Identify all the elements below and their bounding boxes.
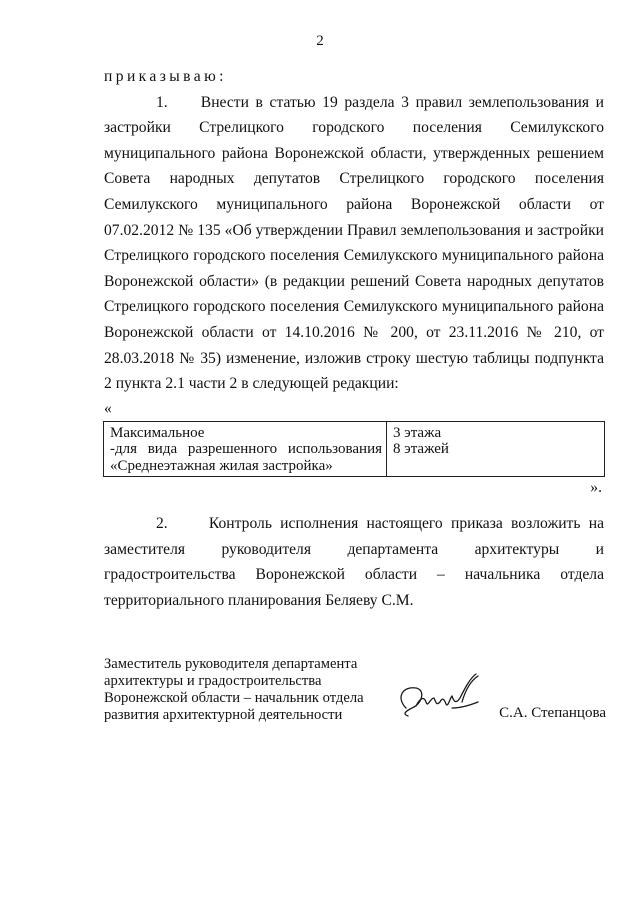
table-row [104, 421, 605, 477]
paragraph-1-number: 1. [156, 93, 168, 111]
quote-open: « [104, 399, 112, 417]
paragraph-2 [104, 511, 604, 613]
quote-close: ». [590, 479, 602, 497]
handwritten-signature [392, 668, 484, 726]
signatory-title-line: Заместитель руководителя департамента [104, 656, 358, 672]
table-cell-line: 8 этажей [393, 441, 449, 458]
signatory-title-line: Воронежской области – начальник отдела [104, 690, 364, 706]
document-body [104, 64, 604, 614]
paragraph-1-text: Внести в статью 19 раздела 3 правил землепользования и застройки Стрелицкого городского поселения Семилукского муниципального района Воронежской области, утвержденных решением Совета народных депутатов Стрелицкого городского поселения Семилукского муниципального района Воронежской области от 07.02.2012 № 135 «Об утверждении Правил землепользования и застройки Стрелицкого городского поселения Семилукского муниципального района Воронежской области» (в редакции решений Совета народных депутатов Стрелицкого городского поселения Семилукского муниципального района Воронежской области от 14.10.2016 № 200, от 23.11.2016 № 210, от 28.03.2018 № 35) изменение, изложив строку шестую таблицы подпункта 2 пункта 2.1 части 2 в следующей редакции: [104, 93, 604, 393]
table-cell-value [387, 421, 605, 477]
table-cell-line: -для вида разрешенного использования [110, 441, 382, 458]
signatory-name: С.А. Степанцова [499, 705, 606, 721]
page-number: 2 [316, 33, 324, 49]
table-cell-line: 3 этажа [393, 424, 442, 441]
paragraph-2-number: 2. [156, 515, 168, 533]
table-cell-line: «Среднеэтажная жилая застройка» [110, 457, 333, 474]
table-cell-parameter [104, 421, 387, 477]
paragraph-2-text: Контроль исполнения настоящего приказа возложить на заместителя руководителя департамента архитектуры и градостроительства Воронежской области – начальника отдела территориального планирования Беляеву С.М. [104, 515, 604, 609]
table-cell-line: Максимальное [110, 424, 205, 441]
amendment-table [103, 421, 605, 478]
signature-block [104, 656, 604, 736]
signatory-title-line: архитектуры и градостроительства [104, 673, 322, 689]
signatory-title-line: развития архитектурной деятельности [104, 707, 343, 723]
paragraph-1 [104, 90, 604, 397]
order-word: приказываю: [104, 68, 227, 85]
